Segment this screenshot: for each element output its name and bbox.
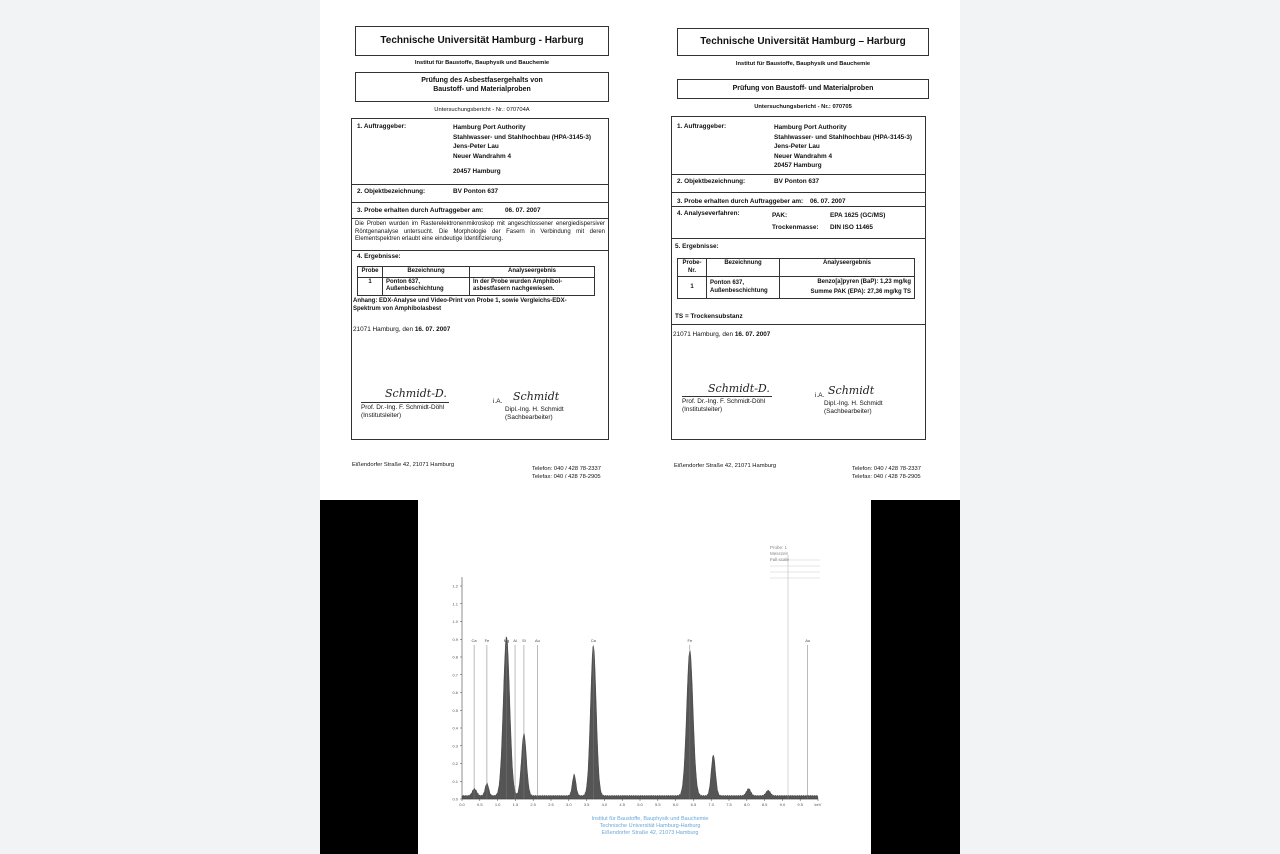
info-line: Full scale xyxy=(770,557,790,563)
table-row xyxy=(358,277,595,295)
report-right xyxy=(668,22,933,447)
y-tick-label: 0.9 xyxy=(452,636,458,642)
client-label: 1. Auftraggeber: xyxy=(357,123,407,130)
fax-line: Telefax: 040 / 428 78-2905 xyxy=(532,473,601,480)
signature-line xyxy=(682,396,772,397)
element-label: Ca xyxy=(590,638,596,643)
divider xyxy=(351,202,609,203)
signatory-1 xyxy=(682,398,765,414)
table-header: Analyseergebnis xyxy=(780,259,915,277)
client-line: Stahlwasser- und Stahlhochbau (HPA-3145-3) xyxy=(774,133,913,141)
received-label: 3. Probe erhalten durch Auftraggeber am: xyxy=(357,207,484,214)
footer-address-left: Eißendorfer Straße 42, 21071 Hamburg xyxy=(352,462,455,468)
date-value: 16. 07. 2007 xyxy=(734,331,771,338)
pak-label: PAK: xyxy=(772,212,788,219)
heading-line-1: Prüfung des Asbestfasergehalts von xyxy=(421,77,543,84)
client-line: Hamburg Port Authority xyxy=(453,124,526,131)
received-date: 06. 07. 2007 xyxy=(810,198,846,205)
x-tick-label: keV xyxy=(814,802,822,807)
institute-line: Institut für Baustoffe, Bauphysik und Bauchemie xyxy=(735,61,871,67)
y-tick-label: 0.3 xyxy=(452,743,458,749)
client-line: Neuer Wandrahm 4 xyxy=(774,152,833,160)
appendix-note: Anhang: EDX-Analyse und Video-Print von Probe 1, sowie Vergleichs-EDX-Spektrum von Amphibolasbest xyxy=(353,298,567,312)
client-address xyxy=(453,123,603,177)
y-tick-label: 0.6 xyxy=(452,690,458,695)
heading-line-2: Baustoff- und Materialproben xyxy=(433,85,531,93)
x-tick-label: 1.5 xyxy=(512,802,519,807)
client-label: 1. Auftraggeber: xyxy=(677,123,727,130)
x-tick-label: 9.0 xyxy=(779,802,786,807)
pak-value: EPA 1625 (GC/MS) xyxy=(830,212,886,219)
date-prefix: 21071 Hamburg, den xyxy=(673,331,734,338)
edx-spectrum xyxy=(418,500,871,854)
pak-sum-result: Summe PAK (EPA): 27,36 mg/kg TS xyxy=(810,288,911,295)
signature-scribble-1: Schmidt-D. xyxy=(385,387,447,400)
table-row xyxy=(678,277,915,299)
stamp-line: Eißendorfer Straße 42, 21073 Hamburg xyxy=(601,830,699,837)
signature-line xyxy=(361,402,449,403)
client-line: Hamburg Port Authority xyxy=(774,124,847,131)
table-header: Analyseergebnis xyxy=(470,267,595,278)
stamp-line: Institut für Baustoffe, Bauphysik und Bauchemie xyxy=(591,816,709,822)
y-tick-label: 0.5 xyxy=(452,707,458,713)
x-tick-label: 4.0 xyxy=(601,802,608,807)
divider xyxy=(671,324,926,325)
analysis-label: 4. Analyseverfahren: xyxy=(677,210,740,217)
footer-phone-left xyxy=(532,466,601,481)
element-label: Mg xyxy=(503,638,510,643)
sig2-prefix: i.A. xyxy=(493,398,503,405)
object-label: 2. Objektbezeichnung: xyxy=(677,178,746,185)
date-line xyxy=(353,326,450,334)
x-tick-label: 7.0 xyxy=(708,802,714,807)
y-tick-label: 1.1 xyxy=(452,601,458,607)
info-line: Probe: 1 xyxy=(770,545,788,550)
signature-scribble-1: Schmidt-D. xyxy=(708,382,770,395)
x-tick-label: 8.0 xyxy=(744,802,750,807)
element-label: Fe xyxy=(484,638,490,643)
date-value: 16. 07. 2007 xyxy=(414,326,451,333)
divider xyxy=(671,174,926,175)
element-label: Ca xyxy=(471,638,477,643)
table-header: Probe xyxy=(358,267,383,278)
stamp-line: Technische Universität Hamburg-Harburg xyxy=(599,823,701,830)
x-tick-label: 3.0 xyxy=(566,802,572,807)
y-tick-label: 0.0 xyxy=(452,796,458,802)
institute-line: Institut für Baustoffe, Bauphysik und Bauchemie xyxy=(414,60,550,66)
table-header: Probe-Nr. xyxy=(678,259,707,277)
table-cell: 1 xyxy=(358,277,383,295)
client-line: 20457 Hamburg xyxy=(774,162,822,170)
date-line xyxy=(673,331,770,339)
signature-scribble-2: Schmidt xyxy=(828,384,875,397)
client-line: Neuer Wandrahm 4 xyxy=(453,152,512,160)
client-line: Jens-Peter Lau xyxy=(774,143,820,151)
table-header-row xyxy=(678,259,915,277)
date-prefix: 21071 Hamburg, den xyxy=(353,326,414,333)
method-description: Die Proben wurden im Rasterelektronenmikroskop mit angeschlossener energiedispersiver Röntgenanalyse untersucht. Die Morphologie der Fasern in Verbindung mit deren Elementspektren erlaubt eine eindeutige Identifizierung. xyxy=(355,221,605,242)
received-label: 3. Probe erhalten durch Auftraggeber am: xyxy=(677,198,804,205)
fax-line: Telefax: 040 / 428 78-2905 xyxy=(852,473,921,480)
report-left xyxy=(345,22,615,442)
signatory-name: Dipl.-Ing. H. Schmidt xyxy=(824,400,883,407)
results-label: 4. Ergebnisse: xyxy=(357,253,401,260)
x-tick-label: 2.5 xyxy=(548,802,554,807)
divider xyxy=(351,250,609,251)
report-heading xyxy=(355,72,609,102)
signature-scribble-2: Schmidt xyxy=(513,390,560,403)
dry-value: DIN ISO 11465 xyxy=(830,224,873,231)
signatory-name: Dipl.-Ing. H. Schmidt xyxy=(505,406,564,413)
x-tick-label: 2.0 xyxy=(530,802,536,807)
signatory-1 xyxy=(361,404,444,420)
spectrum-trace xyxy=(462,637,818,799)
divider xyxy=(671,206,926,207)
y-tick-label: 0.2 xyxy=(452,761,458,766)
client-line: 20457 Hamburg xyxy=(453,168,501,176)
y-tick-label: 0.7 xyxy=(452,672,458,678)
footer-phone-right xyxy=(852,466,921,481)
phone-line: Telefon: 040 / 428 78-2337 xyxy=(852,466,921,472)
spectrum-info xyxy=(770,545,789,563)
table-cell xyxy=(780,277,915,299)
table-header: Bezeichnung xyxy=(383,267,470,278)
footer-address-right: Eißendorfer Straße 42, 21071 Hamburg xyxy=(674,463,777,469)
x-tick-label: 5.5 xyxy=(655,802,661,807)
results-table xyxy=(677,258,915,299)
divider xyxy=(671,238,926,239)
client-line: Jens-Peter Lau xyxy=(453,143,499,151)
y-tick-label: 1.2 xyxy=(452,583,458,589)
report-number: Untersuchungsbericht - Nr.: 070704A xyxy=(434,107,530,113)
ts-note: TS = Trockensubstanz xyxy=(675,313,743,320)
table-cell: Ponton 637, Außenbeschichtung xyxy=(383,277,470,295)
signatory-role: (Sachbearbeiter) xyxy=(505,414,553,421)
y-tick-label: 0.4 xyxy=(452,725,458,731)
table-cell: 1 xyxy=(678,277,707,299)
signatory-2 xyxy=(505,406,564,422)
x-tick-label: 4.5 xyxy=(619,802,625,807)
phone-line: Telefon: 040 / 428 78-2337 xyxy=(532,466,601,472)
table-header: Bezeichnung xyxy=(707,259,780,277)
y-tick-label: 1.0 xyxy=(452,619,458,624)
element-label: Au xyxy=(805,638,811,643)
report-heading: Prüfung von Baustoff- und Materialproben xyxy=(677,79,929,99)
x-tick-label: 7.5 xyxy=(726,802,732,807)
y-tick-label: 0.1 xyxy=(452,778,458,784)
info-line: Messzeit xyxy=(770,551,788,557)
object-value: BV Ponton 637 xyxy=(453,188,499,195)
signatory-name: Prof. Dr.-Ing. F. Schmidt-Döhl xyxy=(682,398,766,405)
divider xyxy=(671,192,926,193)
signatory-name: Prof. Dr.-Ing. F. Schmidt-Döhl xyxy=(361,404,445,411)
x-tick-label: 8.5 xyxy=(761,802,768,807)
report-number: Untersuchungsbericht - Nr.: 070705 xyxy=(754,104,852,110)
table-cell: In der Probe wurden Amphibol-asbestfasern nachgewiesen. xyxy=(470,277,595,295)
element-label: Fe xyxy=(687,638,693,643)
signatory-role: (Institutsleiter) xyxy=(361,412,402,419)
x-tick-label: 6.5 xyxy=(690,802,697,807)
object-label: 2. Objektbezeichnung: xyxy=(357,188,426,195)
client-line: Stahlwasser- und Stahlhochbau (HPA-3145-3) xyxy=(453,133,592,141)
divider xyxy=(351,218,609,219)
results-label: 5. Ergebnisse: xyxy=(675,243,719,250)
object-value: BV Ponton 637 xyxy=(774,178,820,185)
received-date: 06. 07. 2007 xyxy=(505,207,541,214)
x-tick-label: 3.5 xyxy=(583,802,590,807)
x-tick-label: 0.5 xyxy=(477,802,483,807)
signatory-role: (Institutsleiter) xyxy=(682,406,723,413)
client-address xyxy=(774,123,924,171)
element-label: Au xyxy=(535,638,540,643)
x-tick-label: 9.5 xyxy=(797,802,803,807)
university-title: Technische Universität Hamburg – Harburg xyxy=(677,28,929,56)
dry-label: Trockenmasse: xyxy=(772,224,819,231)
table-header-row xyxy=(358,267,595,278)
institute-stamp xyxy=(560,816,740,837)
results-table xyxy=(357,266,595,296)
y-tick-label: 0.8 xyxy=(452,654,458,660)
signatory-2 xyxy=(824,400,883,416)
element-label: Al xyxy=(513,638,517,643)
x-tick-label: 5.0 xyxy=(637,802,643,807)
bap-result: Benzo[a]pyren (BaP): 1,23 mg/kg xyxy=(817,279,911,285)
university-title: Technische Universität Hamburg - Harburg xyxy=(355,26,609,56)
x-tick-label: 6.0 xyxy=(672,802,679,807)
x-tick-label: 0.0 xyxy=(459,802,465,807)
divider xyxy=(351,184,609,185)
table-cell: Ponton 637, Außenbeschichtung xyxy=(707,277,780,299)
x-tick-label: 1.0 xyxy=(494,802,501,807)
element-label: Si xyxy=(522,638,526,643)
sig2-prefix: i.A. xyxy=(815,392,825,399)
signatory-role: (Sachbearbeiter) xyxy=(824,408,872,415)
